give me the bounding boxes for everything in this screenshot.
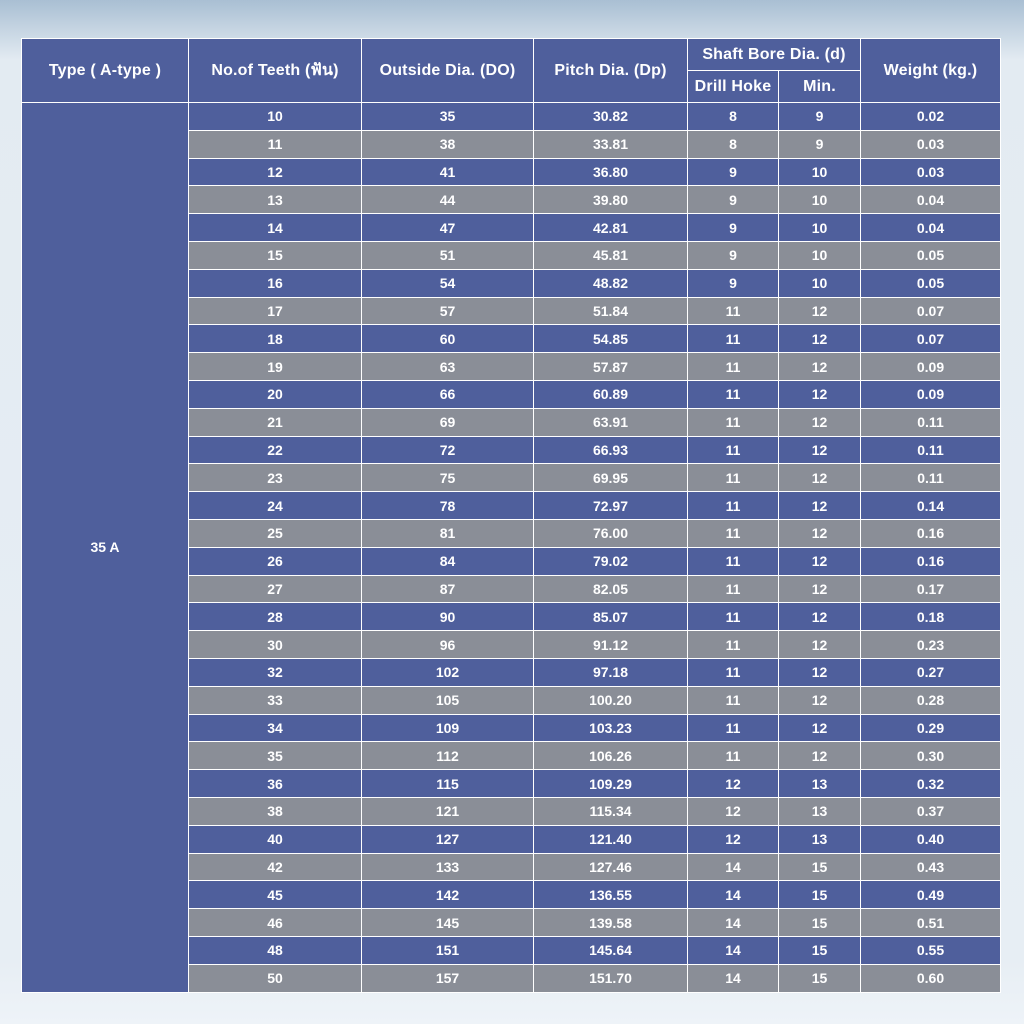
min-bore-cell: 12 — [779, 408, 861, 436]
outside-dia-cell: 54 — [362, 269, 534, 297]
pitch-dia-cell: 54.85 — [534, 325, 688, 353]
weight-cell: 0.16 — [861, 547, 1001, 575]
pitch-dia-cell: 63.91 — [534, 408, 688, 436]
teeth-cell: 34 — [189, 714, 362, 742]
teeth-cell: 16 — [189, 269, 362, 297]
teeth-cell: 38 — [189, 797, 362, 825]
drill-hoke-cell: 9 — [688, 241, 779, 269]
drill-hoke-cell: 11 — [688, 658, 779, 686]
table-row — [22, 103, 1001, 131]
pitch-dia-cell: 103.23 — [534, 714, 688, 742]
drill-hoke-cell: 11 — [688, 380, 779, 408]
drill-hoke-cell: 11 — [688, 603, 779, 631]
outside-dia-cell: 51 — [362, 241, 534, 269]
min-bore-cell: 12 — [779, 714, 861, 742]
weight-cell: 0.03 — [861, 158, 1001, 186]
pitch-dia-cell: 57.87 — [534, 353, 688, 381]
pitch-dia-cell: 85.07 — [534, 603, 688, 631]
header-drill-hoke: Drill Hoke — [688, 71, 779, 103]
min-bore-cell: 12 — [779, 547, 861, 575]
min-bore-cell: 10 — [779, 269, 861, 297]
teeth-cell: 10 — [189, 103, 362, 131]
teeth-cell: 24 — [189, 492, 362, 520]
outside-dia-cell: 60 — [362, 325, 534, 353]
min-bore-cell: 12 — [779, 436, 861, 464]
outside-dia-cell: 81 — [362, 519, 534, 547]
teeth-cell: 30 — [189, 631, 362, 659]
pitch-dia-cell: 115.34 — [534, 797, 688, 825]
header-teeth: No.of Teeth (ฟัน) — [189, 39, 362, 103]
weight-cell: 0.17 — [861, 575, 1001, 603]
header-type: Type ( A-type ) — [22, 39, 189, 103]
teeth-cell: 42 — [189, 853, 362, 881]
min-bore-cell: 12 — [779, 325, 861, 353]
header-min: Min. — [779, 71, 861, 103]
drill-hoke-cell: 11 — [688, 464, 779, 492]
pitch-dia-cell: 42.81 — [534, 214, 688, 242]
teeth-cell: 12 — [189, 158, 362, 186]
teeth-cell: 22 — [189, 436, 362, 464]
pitch-dia-cell: 60.89 — [534, 380, 688, 408]
outside-dia-cell: 112 — [362, 742, 534, 770]
min-bore-cell: 15 — [779, 964, 861, 992]
pitch-dia-cell: 106.26 — [534, 742, 688, 770]
weight-cell: 0.18 — [861, 603, 1001, 631]
min-bore-cell: 12 — [779, 519, 861, 547]
pitch-dia-cell: 30.82 — [534, 103, 688, 131]
drill-hoke-cell: 9 — [688, 214, 779, 242]
min-bore-cell: 9 — [779, 103, 861, 131]
min-bore-cell: 12 — [779, 380, 861, 408]
drill-hoke-cell: 11 — [688, 714, 779, 742]
min-bore-cell: 13 — [779, 770, 861, 798]
pitch-dia-cell: 36.80 — [534, 158, 688, 186]
teeth-cell: 40 — [189, 825, 362, 853]
pitch-dia-cell: 45.81 — [534, 241, 688, 269]
teeth-cell: 19 — [189, 353, 362, 381]
min-bore-cell: 10 — [779, 214, 861, 242]
weight-cell: 0.60 — [861, 964, 1001, 992]
outside-dia-cell: 157 — [362, 964, 534, 992]
outside-dia-cell: 57 — [362, 297, 534, 325]
weight-cell: 0.27 — [861, 658, 1001, 686]
weight-cell: 0.04 — [861, 186, 1001, 214]
weight-cell: 0.14 — [861, 492, 1001, 520]
min-bore-cell: 10 — [779, 241, 861, 269]
pitch-dia-cell: 51.84 — [534, 297, 688, 325]
outside-dia-cell: 109 — [362, 714, 534, 742]
weight-cell: 0.03 — [861, 130, 1001, 158]
teeth-cell: 15 — [189, 241, 362, 269]
outside-dia-cell: 84 — [362, 547, 534, 575]
drill-hoke-cell: 14 — [688, 964, 779, 992]
min-bore-cell: 12 — [779, 603, 861, 631]
drill-hoke-cell: 14 — [688, 881, 779, 909]
teeth-cell: 18 — [189, 325, 362, 353]
teeth-cell: 36 — [189, 770, 362, 798]
drill-hoke-cell: 9 — [688, 269, 779, 297]
min-bore-cell: 9 — [779, 130, 861, 158]
sprocket-spec-table — [21, 38, 1001, 993]
teeth-cell: 33 — [189, 686, 362, 714]
min-bore-cell: 12 — [779, 631, 861, 659]
teeth-cell: 26 — [189, 547, 362, 575]
weight-cell: 0.16 — [861, 519, 1001, 547]
drill-hoke-cell: 8 — [688, 130, 779, 158]
weight-cell: 0.29 — [861, 714, 1001, 742]
pitch-dia-cell: 69.95 — [534, 464, 688, 492]
drill-hoke-cell: 11 — [688, 353, 779, 381]
teeth-cell: 23 — [189, 464, 362, 492]
weight-cell: 0.05 — [861, 269, 1001, 297]
min-bore-cell: 12 — [779, 464, 861, 492]
pitch-dia-cell: 136.55 — [534, 881, 688, 909]
table-body — [22, 103, 1001, 993]
weight-cell: 0.02 — [861, 103, 1001, 131]
outside-dia-cell: 63 — [362, 353, 534, 381]
outside-dia-cell: 105 — [362, 686, 534, 714]
teeth-cell: 14 — [189, 214, 362, 242]
outside-dia-cell: 121 — [362, 797, 534, 825]
min-bore-cell: 10 — [779, 186, 861, 214]
pitch-dia-cell: 79.02 — [534, 547, 688, 575]
pitch-dia-cell: 82.05 — [534, 575, 688, 603]
drill-hoke-cell: 8 — [688, 103, 779, 131]
pitch-dia-cell: 127.46 — [534, 853, 688, 881]
weight-cell: 0.07 — [861, 297, 1001, 325]
header-outside-dia: Outside Dia. (DO) — [362, 39, 534, 103]
outside-dia-cell: 78 — [362, 492, 534, 520]
pitch-dia-cell: 39.80 — [534, 186, 688, 214]
teeth-cell: 46 — [189, 909, 362, 937]
min-bore-cell: 10 — [779, 158, 861, 186]
teeth-cell: 35 — [189, 742, 362, 770]
teeth-cell: 27 — [189, 575, 362, 603]
weight-cell: 0.30 — [861, 742, 1001, 770]
pitch-dia-cell: 48.82 — [534, 269, 688, 297]
min-bore-cell: 13 — [779, 825, 861, 853]
min-bore-cell: 15 — [779, 853, 861, 881]
pitch-dia-cell: 33.81 — [534, 130, 688, 158]
min-bore-cell: 12 — [779, 686, 861, 714]
drill-hoke-cell: 11 — [688, 325, 779, 353]
header-weight: Weight (kg.) — [861, 39, 1001, 103]
teeth-cell: 48 — [189, 936, 362, 964]
outside-dia-cell: 102 — [362, 658, 534, 686]
pitch-dia-cell: 121.40 — [534, 825, 688, 853]
pitch-dia-cell: 66.93 — [534, 436, 688, 464]
drill-hoke-cell: 11 — [688, 492, 779, 520]
drill-hoke-cell: 12 — [688, 797, 779, 825]
weight-cell: 0.49 — [861, 881, 1001, 909]
outside-dia-cell: 41 — [362, 158, 534, 186]
drill-hoke-cell: 11 — [688, 742, 779, 770]
drill-hoke-cell: 12 — [688, 825, 779, 853]
pitch-dia-cell: 109.29 — [534, 770, 688, 798]
outside-dia-cell: 72 — [362, 436, 534, 464]
teeth-cell: 28 — [189, 603, 362, 631]
teeth-cell: 13 — [189, 186, 362, 214]
min-bore-cell: 13 — [779, 797, 861, 825]
weight-cell: 0.40 — [861, 825, 1001, 853]
pitch-dia-cell: 91.12 — [534, 631, 688, 659]
teeth-cell: 50 — [189, 964, 362, 992]
weight-cell: 0.05 — [861, 241, 1001, 269]
outside-dia-cell: 90 — [362, 603, 534, 631]
pitch-dia-cell: 76.00 — [534, 519, 688, 547]
outside-dia-cell: 66 — [362, 380, 534, 408]
weight-cell: 0.04 — [861, 214, 1001, 242]
weight-cell: 0.09 — [861, 353, 1001, 381]
min-bore-cell: 12 — [779, 353, 861, 381]
drill-hoke-cell: 11 — [688, 297, 779, 325]
drill-hoke-cell: 11 — [688, 686, 779, 714]
drill-hoke-cell: 11 — [688, 519, 779, 547]
weight-cell: 0.43 — [861, 853, 1001, 881]
pitch-dia-cell: 151.70 — [534, 964, 688, 992]
pitch-dia-cell: 72.97 — [534, 492, 688, 520]
outside-dia-cell: 75 — [362, 464, 534, 492]
header-pitch-dia: Pitch Dia. (Dp) — [534, 39, 688, 103]
min-bore-cell: 15 — [779, 909, 861, 937]
drill-hoke-cell: 11 — [688, 547, 779, 575]
outside-dia-cell: 87 — [362, 575, 534, 603]
pitch-dia-cell: 145.64 — [534, 936, 688, 964]
outside-dia-cell: 96 — [362, 631, 534, 659]
drill-hoke-cell: 14 — [688, 909, 779, 937]
outside-dia-cell: 69 — [362, 408, 534, 436]
drill-hoke-cell: 14 — [688, 853, 779, 881]
pitch-dia-cell: 100.20 — [534, 686, 688, 714]
min-bore-cell: 15 — [779, 881, 861, 909]
teeth-cell: 17 — [189, 297, 362, 325]
outside-dia-cell: 127 — [362, 825, 534, 853]
teeth-cell: 21 — [189, 408, 362, 436]
outside-dia-cell: 151 — [362, 936, 534, 964]
header-shaft-bore: Shaft Bore Dia. (d) — [688, 39, 861, 71]
drill-hoke-cell: 12 — [688, 770, 779, 798]
drill-hoke-cell: 9 — [688, 158, 779, 186]
pitch-dia-cell: 139.58 — [534, 909, 688, 937]
teeth-cell: 32 — [189, 658, 362, 686]
drill-hoke-cell: 11 — [688, 436, 779, 464]
teeth-cell: 25 — [189, 519, 362, 547]
outside-dia-cell: 44 — [362, 186, 534, 214]
type-cell: 35 A — [22, 103, 189, 993]
min-bore-cell: 12 — [779, 742, 861, 770]
outside-dia-cell: 115 — [362, 770, 534, 798]
weight-cell: 0.11 — [861, 436, 1001, 464]
teeth-cell: 11 — [189, 130, 362, 158]
weight-cell: 0.51 — [861, 909, 1001, 937]
drill-hoke-cell: 11 — [688, 408, 779, 436]
weight-cell: 0.07 — [861, 325, 1001, 353]
teeth-cell: 45 — [189, 881, 362, 909]
drill-hoke-cell: 9 — [688, 186, 779, 214]
outside-dia-cell: 145 — [362, 909, 534, 937]
weight-cell: 0.23 — [861, 631, 1001, 659]
outside-dia-cell: 133 — [362, 853, 534, 881]
min-bore-cell: 12 — [779, 575, 861, 603]
min-bore-cell: 12 — [779, 297, 861, 325]
drill-hoke-cell: 11 — [688, 575, 779, 603]
min-bore-cell: 12 — [779, 658, 861, 686]
outside-dia-cell: 47 — [362, 214, 534, 242]
teeth-cell: 20 — [189, 380, 362, 408]
min-bore-cell: 12 — [779, 492, 861, 520]
weight-cell: 0.28 — [861, 686, 1001, 714]
weight-cell: 0.55 — [861, 936, 1001, 964]
pitch-dia-cell: 97.18 — [534, 658, 688, 686]
min-bore-cell: 15 — [779, 936, 861, 964]
outside-dia-cell: 38 — [362, 130, 534, 158]
outside-dia-cell: 142 — [362, 881, 534, 909]
weight-cell: 0.37 — [861, 797, 1001, 825]
weight-cell: 0.32 — [861, 770, 1001, 798]
weight-cell: 0.11 — [861, 464, 1001, 492]
weight-cell: 0.11 — [861, 408, 1001, 436]
outside-dia-cell: 35 — [362, 103, 534, 131]
drill-hoke-cell: 14 — [688, 936, 779, 964]
weight-cell: 0.09 — [861, 380, 1001, 408]
drill-hoke-cell: 11 — [688, 631, 779, 659]
